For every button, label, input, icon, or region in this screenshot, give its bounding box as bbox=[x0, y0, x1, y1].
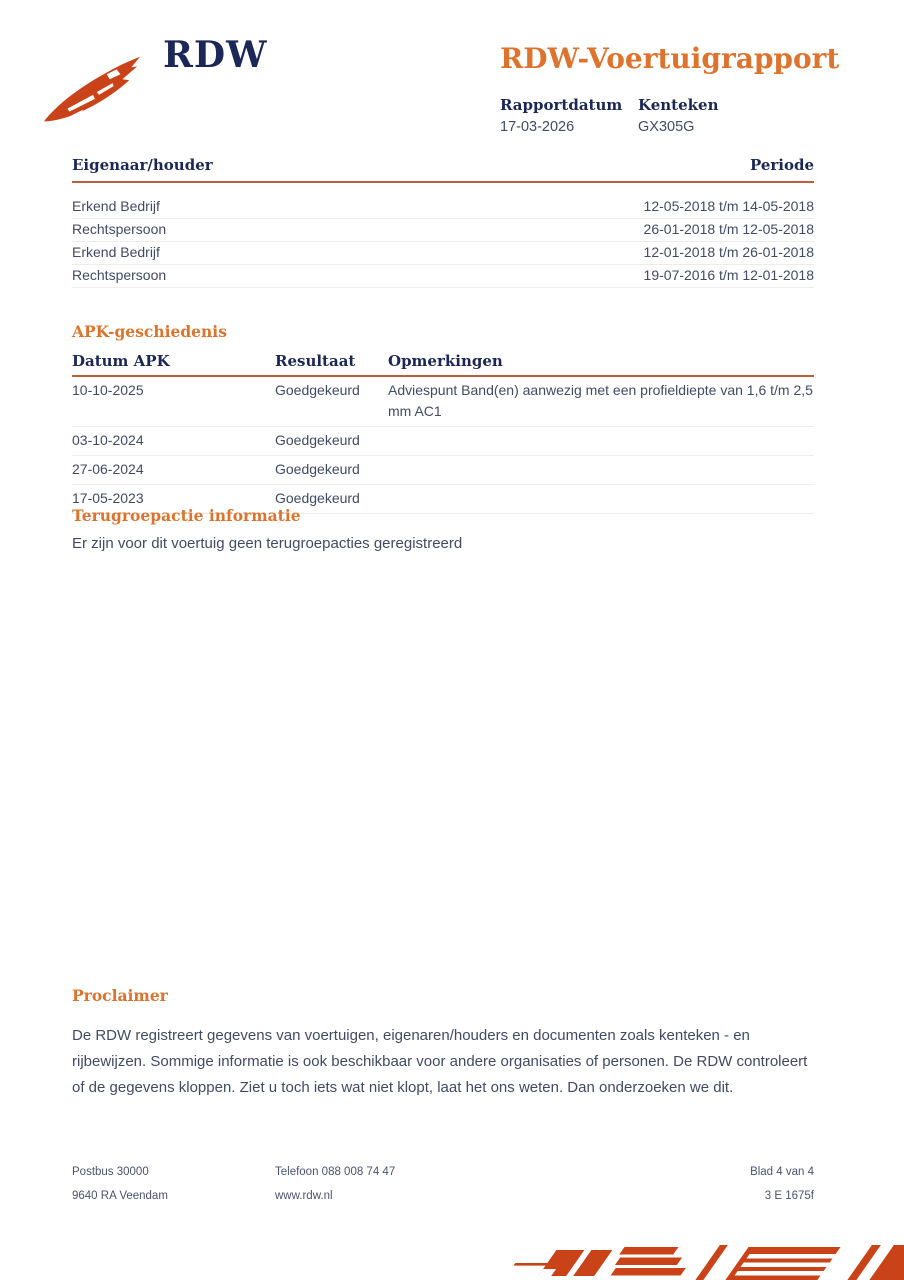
license-plate-block bbox=[638, 96, 776, 135]
apk-date-column-header: Datum APK bbox=[72, 352, 170, 370]
period-cell: 12-01-2018 t/m 26-01-2018 bbox=[643, 244, 814, 260]
apk-result-cell: Goedgekeurd bbox=[275, 432, 360, 448]
period-cell: 26-01-2018 t/m 12-05-2018 bbox=[643, 221, 814, 237]
rdw-feather-icon bbox=[38, 50, 146, 130]
apk-remarks-cell bbox=[388, 430, 814, 451]
rdw-logo-text: RDW bbox=[163, 34, 268, 76]
page-title: RDW-Voertuigrapport bbox=[500, 42, 840, 75]
apk-result-column-header: Resultaat bbox=[275, 352, 356, 370]
footer-postbus: Postbus 30000 bbox=[72, 1166, 149, 1178]
apk-result-cell: Goedgekeurd bbox=[275, 382, 360, 398]
footer-website: www.rdw.nl bbox=[275, 1190, 333, 1202]
section-heading-apk: APK-geschiedenis bbox=[72, 322, 227, 341]
apk-remarks-cell: Adviespunt Band(en) aanwezig met een profieldiepte van 1,6 t/m 2,5 mm AC1 bbox=[388, 382, 813, 419]
footer-page-info bbox=[750, 1166, 814, 1202]
footer-contact bbox=[275, 1166, 750, 1202]
apk-table-header bbox=[72, 352, 814, 377]
footer-city: 9640 RA Veendam bbox=[72, 1190, 168, 1202]
table-row bbox=[72, 377, 814, 427]
owner-cell: Rechtspersoon bbox=[72, 221, 167, 237]
footer-phone: Telefoon 088 008 74 47 bbox=[275, 1166, 396, 1178]
apk-date-cell: 03-10-2024 bbox=[72, 432, 144, 448]
recall-text: Er zijn voor dit voertuig geen terugroepacties geregistreerd bbox=[72, 535, 463, 552]
footer-doc-code: 3 E 1675f bbox=[764, 1190, 814, 1202]
proclaimer-section bbox=[72, 986, 814, 1101]
section-heading-proclaimer: Proclaimer bbox=[72, 986, 168, 1005]
owner-column-header: Eigenaar/houder bbox=[72, 156, 213, 174]
table-row bbox=[72, 456, 814, 485]
footer-page-number: Blad 4 van 4 bbox=[750, 1166, 814, 1178]
recall-section bbox=[72, 506, 814, 552]
owner-cell: Erkend Bedrijf bbox=[72, 244, 160, 260]
proclaimer-text: De RDW registreert gegevens van voertuigen, eigenaren/houders en documenten zoals kenteken - en rijbewijzen. Sommige informatie is ook beschikbaar voor andere organisaties of personen. De RDW controleert of de gegevens kloppen. Ziet u toch iets wat niet klopt, laat het ons weten. Dan onderzoeken we dit. bbox=[72, 1027, 808, 1096]
table-row bbox=[72, 242, 814, 265]
apk-date-cell: 27-06-2024 bbox=[72, 461, 144, 477]
owner-cell: Erkend Bedrijf bbox=[72, 198, 160, 214]
owner-table-header bbox=[72, 156, 814, 183]
table-row bbox=[72, 427, 814, 456]
apk-remarks-cell bbox=[388, 459, 814, 480]
report-meta bbox=[500, 96, 776, 135]
page-footer bbox=[72, 1166, 814, 1202]
apk-result-cell: Goedgekeurd bbox=[275, 490, 360, 506]
owner-table-body bbox=[72, 196, 814, 288]
apk-history-section bbox=[72, 322, 814, 514]
footer-speed-graphic bbox=[500, 1242, 904, 1280]
footer-address bbox=[72, 1166, 275, 1202]
table-row bbox=[72, 196, 814, 219]
period-cell: 19-07-2016 t/m 12-01-2018 bbox=[643, 267, 814, 283]
section-heading-recall: Terugroepactie informatie bbox=[72, 506, 301, 525]
apk-date-cell: 10-10-2025 bbox=[72, 382, 144, 398]
report-date-block bbox=[500, 96, 638, 135]
report-date-label: Rapportdatum bbox=[500, 96, 623, 114]
owner-section bbox=[72, 156, 814, 288]
owner-cell: Rechtspersoon bbox=[72, 267, 167, 283]
apk-date-cell: 17-05-2023 bbox=[72, 490, 144, 506]
period-column-header: Periode bbox=[749, 156, 814, 174]
period-cell: 12-05-2018 t/m 14-05-2018 bbox=[643, 198, 814, 214]
apk-result-cell: Goedgekeurd bbox=[275, 461, 360, 477]
license-plate-value: GX305G bbox=[638, 119, 695, 135]
apk-remarks-column-header: Opmerkingen bbox=[388, 352, 503, 370]
table-row bbox=[72, 265, 814, 288]
report-date-value: 17-03-2026 bbox=[500, 119, 575, 135]
license-plate-label: Kenteken bbox=[638, 96, 719, 114]
table-row bbox=[72, 219, 814, 242]
